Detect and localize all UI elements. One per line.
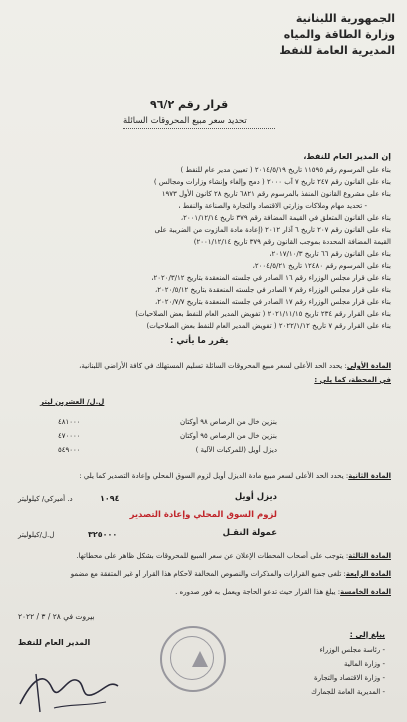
subject-underline <box>123 128 275 129</box>
distribution-item: - وزارة المالية <box>344 660 385 668</box>
article1-line <box>79 362 391 370</box>
transport-unit: ل.ل/كيلوليتر <box>18 531 55 539</box>
fuel-price: ٥٤٩٠٠٠ <box>58 446 81 454</box>
export-red-line: لزوم السوق المحلي وإعادة التصدير <box>129 510 277 520</box>
handwritten-signature <box>14 660 124 716</box>
distribution-item: - رئاسة مجلس الوزراء <box>319 646 385 654</box>
preamble-line: بناء على القانون رقم ٢٠٧ تاريخ ٦ آذار ٢٠١٢ (إعادة مادة المازوت من الضريبة على <box>154 226 391 234</box>
transport-value: ٣٢٥٠٠٠ <box>88 530 118 539</box>
fuel-product: ديزل أويل (للمركبات الآلية ) <box>195 446 277 454</box>
distribution-item: - المديرية العامة للجمارك <box>311 688 385 696</box>
preamble-line: بناء على قرار مجلس الوزراء رقم ١٦ الصادر في جلسته المنعقدة بتاريخ ٢٠٢٠/٣/١٢، <box>151 274 391 282</box>
seal-inner-ring <box>170 636 214 680</box>
fuel-product: بنزين خال من الرصاص ٩٥ أوكتان <box>179 432 277 440</box>
preamble-line: بناء على المرسوم رقم ١١٥٩٥ تاريخ ٢٠١٤/٥/١٩ ( تعيين مدير عام للنفط ) <box>180 166 391 174</box>
official-seal-stamp <box>160 626 226 692</box>
decides-heading: يقرر ما يأتي : <box>170 336 229 346</box>
preamble-line: بناء على المرسوم رقم ١٢٤٨٠ تاريخ ٢٠٠٤/٥/٢١، <box>252 262 391 270</box>
distribution-item: - وزارة الاقتصاد والتجارة <box>314 674 385 682</box>
preamble-line: بناء على القانون رقم ٦٦ تاريخ ٢٠١٧/١٠/٣، <box>269 250 391 258</box>
preamble-line: بناء على القرار رقم ٧ تاريخ ٢٠٢٢/١/١٢ ( تفويض المدير العام للنفط بعض الصلاحيات) <box>146 322 391 330</box>
preamble-line: بناء على مشروع القانون المنفذ بالمرسوم رقم ٦٨٢١ تاريخ ٢٨ كانون الأول ١٩٧٣ <box>161 190 391 198</box>
preamble-line: إن المدير العام للنفط، <box>303 152 391 161</box>
article3-line <box>76 552 391 560</box>
article5-line <box>175 588 391 596</box>
fuel-product: بنزين خال من الرصاص ٩٨ أوكتان <box>179 418 277 426</box>
diesel-unit: د. أميركي/ كيلوليتر <box>18 495 73 503</box>
article3-label: المادة الثالثة <box>348 552 391 560</box>
distribution-title: يبلغ إلى : <box>349 630 385 639</box>
article1-text2: في المحطة، كما يلي : <box>314 376 391 384</box>
fuel-price: ٤٨١٠٠٠ <box>58 418 81 426</box>
preamble-line: القيمة المضافة المحددة بموجب القانون رقم ٣٧٩ تاريخ ٢٠٠١/١٢/١٤) <box>193 238 391 246</box>
article5-text: : يبلغ هذا القرار حيث تدعو الحاجة ويعمل به فور صدوره . <box>175 588 341 596</box>
article1-label: المادة الأولى <box>346 362 391 370</box>
ministry-heading: وزارة الطاقة والمياه <box>283 28 395 41</box>
article4-text: : تلغى جميع القرارات والمذكرات والنصوص المخالفة لأحكام هذا القرار أو غير المتفقة مع مضمو <box>70 570 346 578</box>
decision-number: قرار رقم ٩٦/٢ <box>150 98 229 111</box>
issue-date: بيروت في ٢٨ / ٣ / ٢٠٢٢ <box>18 612 95 621</box>
signatory-title: المدير العام للنفط <box>18 638 91 647</box>
article2-line <box>79 472 391 480</box>
article2-text: : يحدد الحد الأعلى لسعر مبيع مادة الديزل أويل لزوم السوق المحلي وإعادة التصدير كما يلي : <box>79 472 349 480</box>
preamble-line: بناء على القرار رقم ٢٣٤ تاريخ ٢٠٢١/١١/١٥ ( تفويض المدير العام للنفط بعض الصلاحيات) <box>135 310 391 318</box>
directorate-heading: المديرية العامة للنفط <box>279 44 395 57</box>
diesel-label: ديزل أويل <box>234 492 277 502</box>
article1-text: : يحدد الحد الأعلى لسعر مبيع المحروقات السائلة تسليم المستهلك في كافة الأراضي اللبنانية، <box>79 362 347 370</box>
article3-text: : يتوجب على أصحاب المحطات الإعلان عن سعر المبيع للمحروقات بشكل ظاهر على محطاتها. <box>76 552 349 560</box>
price-unit-header: ل.ل/ العشرين ليتر <box>40 398 105 406</box>
preamble-line: بناء على قرار مجلس الوزراء رقم ٧ الصادر في جلسته المنعقدة بتاريخ ٢٠٢٠/٥/١٢، <box>155 286 391 294</box>
article4-label: المادة الرابعة <box>345 570 391 578</box>
cedar-icon <box>192 651 208 667</box>
article4-line <box>0 570 391 578</box>
republic-heading: الجمهورية اللبنانية <box>295 12 395 25</box>
diesel-value: ١٠٩٤ <box>100 494 120 503</box>
preamble-line: بناء على قرار مجلس الوزراء رقم ١٧ الصادر في جلسته المنعقدة بتاريخ ٢٠٢٠/٧/٧، <box>155 298 391 306</box>
article2-label: المادة الثانية <box>348 472 391 480</box>
preamble-line: - تحديد مهام وملاكات وزارتي الاقتصاد والتجارة والصناعة والنفط ، <box>178 202 367 210</box>
article5-label: المادة الخامسة <box>340 588 391 596</box>
transport-label: عمولة النقـل <box>222 528 277 538</box>
fuel-price: ٤٧٠٠٠٠ <box>58 432 81 440</box>
preamble-line: بناء على القانون المتعلق في القيمة المضافة رقم ٣٧٩ تاريخ ٢٠٠١/١٢/١٤، <box>180 214 391 222</box>
decision-subject: تحديد سعر مبيع المحروقات السائلة <box>123 116 247 126</box>
preamble-line: بناء على القانون رقم ٢٤٧ تاريخ ٧ آب ٢٠٠٠ ( دمج وإلغاء وإنشاء وزارات ومجالس ) <box>153 178 391 186</box>
